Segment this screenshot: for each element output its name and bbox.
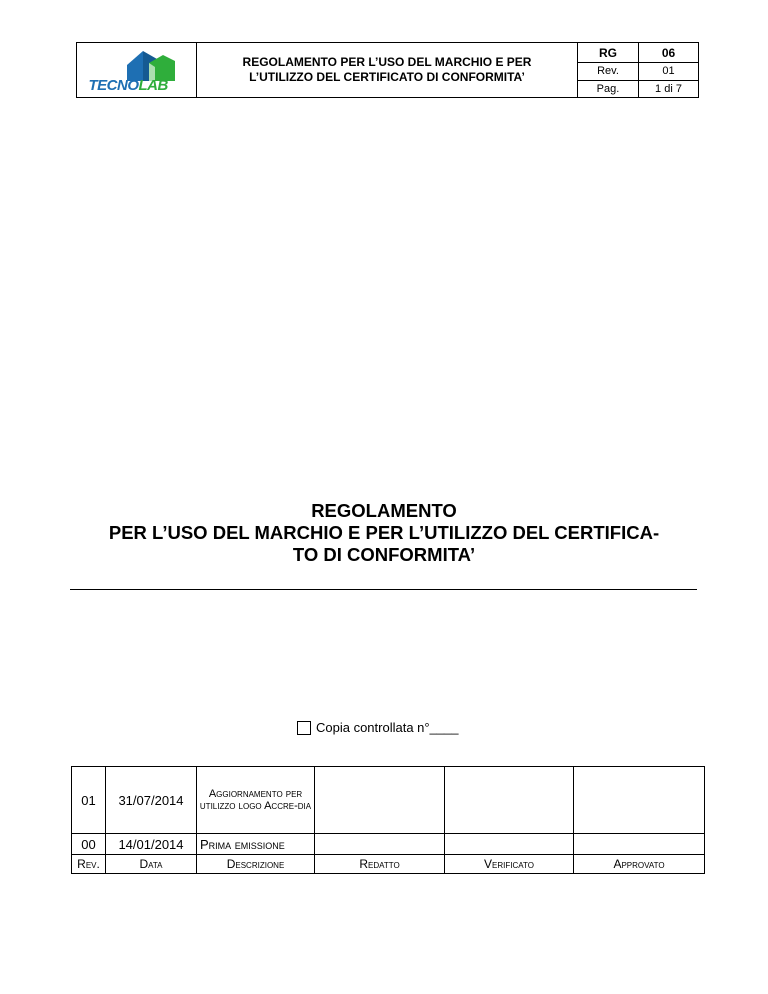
header-title bbox=[197, 43, 578, 98]
footer-description-label: Descrizione bbox=[197, 855, 315, 874]
footer-date-label: Data bbox=[106, 855, 197, 874]
approved-signature-cell bbox=[574, 767, 705, 834]
document-header bbox=[76, 42, 699, 98]
verified-signature-cell bbox=[445, 767, 574, 834]
logo-cell bbox=[77, 43, 197, 98]
title-line2: PER L’USO DEL MARCHIO E PER L’UTILIZZO DEL CERTIFICA- bbox=[108, 522, 660, 543]
revision-description: Aggiornamento per utilizzo logo Accre-dia bbox=[197, 767, 315, 834]
doc-code-label: RG bbox=[578, 43, 639, 63]
title-divider bbox=[70, 589, 697, 590]
header-title-line1: REGOLAMENTO PER L’USO DEL MARCHIO E PER bbox=[242, 55, 532, 69]
page-label: Pag. bbox=[578, 80, 639, 97]
revision-number: 01 bbox=[72, 767, 106, 834]
revision-date: 14/01/2014 bbox=[106, 834, 197, 855]
revision-table-footer bbox=[72, 855, 705, 874]
drafted-signature-cell bbox=[315, 767, 445, 834]
doc-code-value: 06 bbox=[639, 43, 699, 63]
revision-number: 00 bbox=[72, 834, 106, 855]
document-title bbox=[60, 500, 708, 566]
approved-signature-cell bbox=[574, 834, 705, 855]
footer-drafted-label: Redatto bbox=[315, 855, 445, 874]
header-title-line2: L’UTILIZZO DEL CERTIFICATO DI CONFORMITA’ bbox=[249, 70, 525, 84]
revision-description: Prima emissione bbox=[197, 834, 315, 855]
revision-date: 31/07/2014 bbox=[106, 767, 197, 834]
revision-table bbox=[71, 766, 705, 874]
footer-rev-label: Rev. bbox=[72, 855, 106, 874]
page-value: 1 di 7 bbox=[639, 80, 699, 97]
tecnolab-logo bbox=[87, 45, 187, 95]
rev-label: Rev. bbox=[578, 63, 639, 80]
title-line1: REGOLAMENTO bbox=[311, 500, 457, 521]
revision-row bbox=[72, 834, 705, 855]
controlled-copy bbox=[297, 720, 459, 735]
verified-signature-cell bbox=[445, 834, 574, 855]
controlled-copy-label: Copia controllata n°____ bbox=[316, 720, 459, 735]
revision-row bbox=[72, 767, 705, 834]
logo-wordmark: TECNOLAB bbox=[88, 77, 168, 94]
controlled-copy-checkbox[interactable] bbox=[297, 721, 311, 735]
footer-verified-label: Verificato bbox=[445, 855, 574, 874]
title-line3: TO DI CONFORMITA’ bbox=[292, 544, 476, 565]
drafted-signature-cell bbox=[315, 834, 445, 855]
rev-value: 01 bbox=[639, 63, 699, 80]
footer-approved-label: Approvato bbox=[574, 855, 705, 874]
